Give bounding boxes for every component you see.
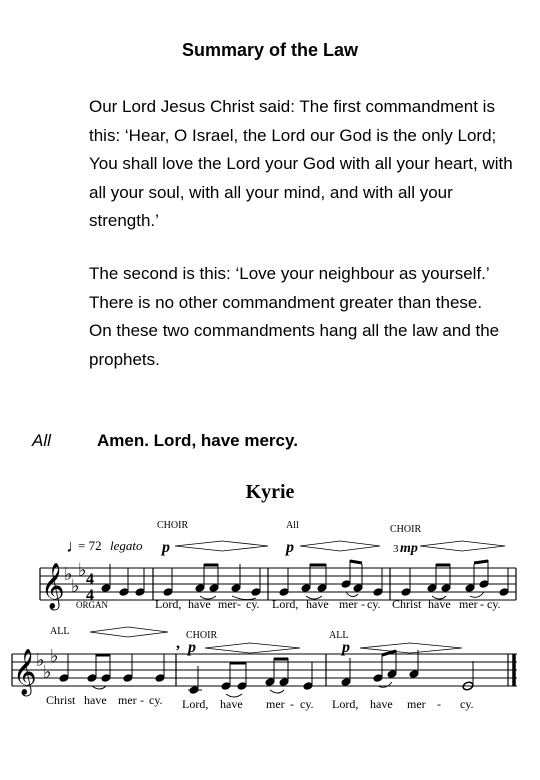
lyric-syllable: Christ: [392, 597, 422, 611]
lyric-syllable: Christ: [46, 693, 76, 707]
lyric-syllable: cy.: [300, 697, 314, 711]
time-signature: 4: [86, 587, 94, 604]
lyric-syllable: mer: [266, 697, 285, 711]
lyric-syllable: have: [84, 693, 107, 707]
flat-icon: ♭: [36, 650, 45, 670]
lyric-syllable: Lord,: [332, 697, 359, 711]
tempo-value: = 72: [78, 538, 102, 553]
tempo-marking: legato: [110, 538, 143, 553]
breath-mark: ,: [176, 635, 180, 652]
dynamic-marking: p: [342, 639, 350, 656]
lyric-syllable: -: [361, 597, 365, 611]
lyric-syllable: -: [480, 597, 484, 611]
flat-icon: ♭: [50, 646, 59, 666]
time-signature: 4: [86, 571, 94, 588]
lyric-syllable: cy.: [246, 597, 260, 611]
lyric-syllable: cy.: [367, 597, 381, 611]
voice-label: ALL: [329, 630, 349, 641]
lyric-syllable: have: [428, 597, 451, 611]
lyric-syllable: Lord,: [182, 697, 209, 711]
lyric-syllable: cy.: [149, 693, 163, 707]
response-text: Amen. Lord, have mercy.: [97, 431, 298, 450]
voice-label: All: [286, 520, 299, 531]
treble-clef-icon: 𝄞: [41, 563, 65, 608]
voice-label: ALL: [50, 626, 70, 637]
second-commandment-text: The second is this: ‘Love your neighbour as yourself.’ There is no other commandment greater than these.: [89, 264, 490, 312]
staff-system-2: [12, 626, 517, 711]
lyric-syllable: cy.: [487, 597, 501, 611]
lyric-syllable: Lord,: [272, 597, 299, 611]
lyric-syllable: mer: [218, 597, 237, 611]
lyric-syllable: -: [437, 697, 441, 711]
voice-label: CHOIR: [157, 520, 189, 531]
second-commandment-paragraph: [89, 260, 519, 374]
lyric-syllable: mer: [407, 697, 426, 711]
response-role: All: [32, 431, 51, 450]
lyric-syllable: mer: [339, 597, 358, 611]
dynamic-prefix: 3: [393, 543, 399, 555]
dynamic-marking: p: [162, 539, 170, 556]
flat-icon: ♭: [43, 662, 52, 682]
lyric-syllable: -: [140, 693, 144, 707]
lyric-syllable: cy.: [460, 697, 474, 711]
lyric-syllable: have: [370, 697, 393, 711]
dynamic-marking: p: [286, 539, 294, 556]
page-title: Summary of the Law: [181, 40, 359, 60]
lyric-syllable: mer: [459, 597, 478, 611]
flat-icon: ♭: [71, 576, 80, 596]
flat-icon: ♭: [78, 560, 87, 580]
lyric-syllable: have: [188, 597, 211, 611]
lyric-syllable: Lord,: [155, 597, 182, 611]
treble-clef-icon: 𝄞: [13, 649, 37, 694]
commandment-paragraph: Our Lord Jesus Christ said: The first commandment is this: ‘Hear, O Israel, the Lord our God is the only Lord; You shall love the Lord your God with all your heart, with all your soul, with all your mind, and with all your strength.’: [89, 97, 513, 230]
staff-system-1: [40, 520, 516, 611]
voice-label: CHOIR: [390, 524, 422, 535]
lyric-syllable: have: [306, 597, 329, 611]
lyric-syllable: -: [237, 597, 241, 611]
organ-label: ORGAN: [76, 600, 109, 610]
dynamic-marking: p: [188, 639, 196, 656]
quarter-note-icon: ♩: [66, 536, 84, 556]
lyric-syllable: have: [220, 697, 243, 711]
voice-label: CHOIR: [186, 630, 218, 641]
kyrie-score: [0, 510, 540, 720]
dynamic-marking: mp: [400, 541, 418, 556]
kyrie-title: Kyrie: [245, 481, 295, 503]
lyric-syllable: mer: [118, 693, 137, 707]
lyric-syllable: -: [290, 697, 294, 711]
law-and-prophets-text: On these two commandments hang all the law and the prophets.: [89, 321, 500, 369]
flat-icon: ♭: [64, 564, 73, 584]
